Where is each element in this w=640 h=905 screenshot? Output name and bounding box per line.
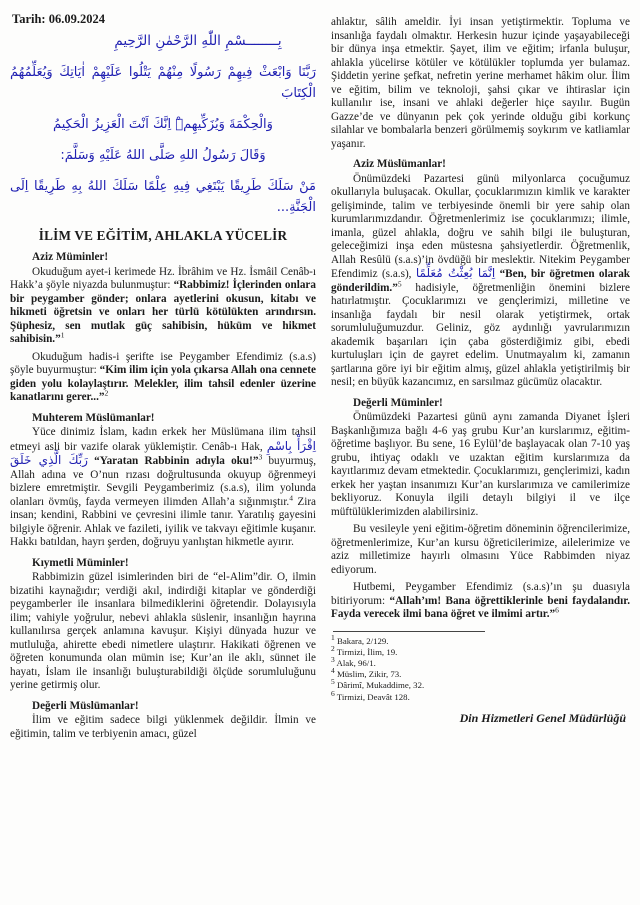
footnote-marker: 6 bbox=[555, 605, 559, 615]
footnote-text: Tirmizi, Deavât 128. bbox=[334, 691, 410, 702]
issuer-signature: Din Hizmetleri Genel Müdürlüğü bbox=[459, 710, 626, 725]
body-text: Zira insan; kendini, Rabbini ve çevresini ilimle tanır. Yaratılış gayesini bilgiyle öğrenir. Ahlak ve fazileti, iyilik ve takvayı eğitimle kuşanır. Hakkı batıldan, hayrı şerden, doğruyu yanlıştan hikmetle ayırır. bbox=[10, 495, 317, 548]
footnote bbox=[331, 654, 630, 669]
bold-quote-text: “Rabbimiz! İçlerinden onlara bir peygamber gönder; onlara ayetlerini okusun, kitabı ve hikmeti öğretsin ve onları her türlü kötülükten arındırsın. Şüphesiz, sen mutlak güç sahibisin, hüküm ve hikmet sahibisin.” bbox=[10, 279, 316, 345]
footnote-separator bbox=[333, 631, 485, 632]
section-heading: Aziz Müslümanlar! bbox=[353, 158, 446, 170]
footnote-number: 5 bbox=[331, 677, 335, 687]
paragraph bbox=[331, 411, 630, 519]
right-column bbox=[331, 0, 630, 726]
footnote-text: Dârimî, Mukaddime, 32. bbox=[334, 680, 425, 691]
footnote-marker: 1 bbox=[60, 330, 65, 340]
arabic-verse-line-1: رَبَّنَا وَابْعَثْ فِيهِمْ رَسُولًا مِنْهُمْ يَتْلُوا عَلَيْهِمْ اٰيَاتِكَ وَيُعَلِّمُهُمُ الْكِتَابَ bbox=[10, 65, 316, 101]
body-text: Bu vesileyle yeni eğitim-öğretim döneminin öğrencilerimize, öğretmenlerimize, Kur’an kursu öğreticilerimize, ailelerimize ve aziz milletimize hayırlı olmasını Yüce Rabbimden niyaz ediyorum. bbox=[331, 523, 630, 576]
footnote-text: Tirmizi, İlim, 19. bbox=[334, 646, 398, 657]
section-heading: Değerli Müminler! bbox=[353, 396, 443, 409]
inline-arabic-text: اِقْرَأْ بِاسْمِ رَبِّكَ الَّذِي خَلَقَ bbox=[10, 438, 316, 467]
body-text: Okuduğum ayet-i kerimede Hz. İbrâhim ve Hz. İsmâil Cenâb-ı Hakk’a şöyle niyazda bulunmuştur: bbox=[10, 265, 316, 291]
body-text: Hutbemi, Peygamber Efendimiz (s.a.s)’ın şu duasıyla bitiriyorum: bbox=[331, 581, 630, 607]
body-text: Yüce dinimiz İslam, kadın erkek her Müslümana ilim tahsil etmeyi asli bir vazife olarak yüklemiştir. Cenâb-ı Hak, bbox=[10, 426, 316, 453]
footnote-marker: 2 bbox=[104, 388, 109, 398]
footnote-marker: 3 bbox=[258, 452, 263, 462]
arabic-hadith-line: مَنْ سَلَكَ طَرِيقًا يَبْتَغِي فِيهِ عِلْمًا سَلَكَ اللهُ بِهِ طَرِيقًا اِلَى الْجَنَّةِ... bbox=[10, 179, 316, 215]
body-text: Okuduğum hadis-i şerifte ise Peygamber Efendimiz (s.a.s) şöyle buyurmuştur: bbox=[10, 350, 316, 376]
section-heading: Kıymetli Müminler! bbox=[32, 556, 129, 569]
paragraph bbox=[331, 173, 630, 390]
footnote-marker: 5 bbox=[397, 278, 402, 288]
paragraph bbox=[331, 16, 630, 151]
inline-arabic-text: اِنَّمَا بُعِثْتُ مُعَلِّمًا bbox=[415, 266, 496, 280]
footnote bbox=[331, 677, 630, 691]
paragraph bbox=[331, 581, 630, 622]
arabic-salawat-line: وَقَالَ رَسُولُ اللهِ صَلَّى اللهُ عَلَيْهِ وَسَلَّمَ: bbox=[60, 148, 266, 163]
bold-quote-text: “Kim ilim için yola çıkarsa Allah ona cennete giden yolu kolaylaştırır. Melekler, ilim tahsil edenler üzerine kanatlarını gerer...” bbox=[10, 364, 316, 403]
footnote-number: 6 bbox=[331, 688, 335, 698]
body-text: Önümüzdeki Pazartesi günü milyonlarca çocuğumuz okullarıyla buluşacak. Okullar, çocuklarımızın kimlik ve karakter gelişiminde, talim ve terbiyesinde önemli bir yere sahip olan kurumlarımızdandır. Öğretmenlerimiz ise çocuklarımızı; ilimle, imanla, güzel ahlakla, doğru ve sahih bilgi ile buluşturan, geleceğimizi inşa eden müstesna şahsiyetlerdir. Öğretmenlik, Allah Resûlü (s.a.s)’in övdüğü bir meslektir. Nitekim Peygamber Efendimiz (s.a.s), bbox=[331, 172, 630, 280]
body-text: İlim ve eğitim sadece bilgi yüklenmek değildir. İlmin ve eğitimin, talim ve terbiyenin amacı, güzel bbox=[10, 714, 316, 740]
footnote-number: 3 bbox=[331, 654, 335, 664]
footnote-text: Bakara, 2/129. bbox=[334, 635, 389, 646]
paragraph bbox=[10, 571, 316, 693]
footnote-number: 1 bbox=[331, 632, 335, 642]
besmele-calligraphy: بِــــــــسْمِ اللّٰهِ الرَّحْمٰنِ الرَّحِيمِ bbox=[114, 33, 282, 49]
body-text: hadisiyle, öğretmenliğin önemini bizlere hatırlatmıştır. Çocuklarımızı ve gençlerimizi, milletine ve insanlığa faydalı bir nesil olarak yetiştirmek, ortak sorumluluğumuzdur. Geliniz, göz aydınlığı yavrularımızın akademik başarıları için çaba gösterdiğimiz gibi, ebedi kurtuluşları için de gayret edelim. Unutmayalım ki, zamanın şartlarına göre iyi bir eğitim almış, güzel ahlakla yetiştirilmiş bir nesil; en büyük kazancımız, en sarsılmaz gücümüz olacaktır. bbox=[331, 281, 630, 388]
page-title: İLİM VE EĞİTİM, AHLAKLA YÜCELİR bbox=[38, 228, 288, 243]
body-text: Önümüzdeki Pazartesi günü aynı zamanda Diyanet İşleri Başkanlığımıza bağlı 4-6 yaş grubu Kur’an kurslarımız, eğitim-öğretime başlıyor. Bu sene, 16 Eylül’de başlayacak olan 7-10 yaş grubu, ihtiyaç odaklı ve uzaktan eğitim kurslarımıza da kayıtlarımız devam etmektedir. Çocuklarımızı, gençlerimizi, kadın erkek her yaştan insanımızı Kur’an kurslarımıza ve camilerimize bekliyoruz. Konuyla ilgili detaylı bilgiyi il ve ilçe müftülüklerimizden alabilirsiniz. bbox=[331, 411, 630, 518]
paragraph bbox=[331, 523, 630, 577]
paragraph bbox=[10, 426, 316, 550]
section-heading: Muhterem Müslümanlar! bbox=[32, 411, 155, 424]
arabic-verse-line-2: وَالْحِكْمَةَ وَيُزَكِّيهِمْۜ اِنَّكَ اَنْتَ الْعَزِيزُ الْحَكِيمُ bbox=[53, 117, 273, 132]
footnote bbox=[331, 688, 630, 703]
footnote bbox=[331, 666, 630, 680]
left-column bbox=[10, 0, 316, 745]
footnote-list bbox=[331, 632, 630, 703]
footnote-marker: 4 bbox=[289, 492, 293, 502]
bold-quote-text: “Allah’ım! Bana öğrettiklerinle beni faydalandır. Fayda verecek ilmi bana öğret ve ilmimi artır.” bbox=[331, 594, 630, 620]
left-column-text bbox=[10, 251, 316, 741]
footnote bbox=[331, 643, 630, 658]
body-text: buyurmuş, Allah adına ve O’nun rızası doğrultusunda okuyup öğrenmeyi bizlere emretmiştir. Sevgili Peygamberimiz (s.a.s), ilim yolunda olanları övmüş, fayda vermeyen ilimden Allah’a sığınmıştır. bbox=[10, 455, 316, 508]
date-label: Tarih: 06.09.2024 bbox=[12, 12, 105, 26]
footnote-number: 2 bbox=[331, 643, 335, 653]
section-heading: Değerli Müslümanlar! bbox=[32, 699, 139, 712]
footnote-text: Müslim, Zikir, 73. bbox=[334, 669, 402, 680]
footnote-number: 4 bbox=[331, 666, 335, 676]
paragraph bbox=[10, 714, 316, 741]
right-column-text bbox=[331, 16, 630, 622]
body-text: ahlaktır, sâlih ameldir. İyi insan yetiştirmektir. Topluma ve insanlığa faydalı olmaktır. Herkesin huzur içinde yaşayabileceği bir dünya inşa etmektir. Şayet, ilim ve eğitim; irfanla buluşur, ahlakla yücelirse kötüler ve kötülükler toplumda yer bulamaz. Şiddetin yerine şefkat, nefretin yerine merhamet hâkim olur. İlim ve eğitim, bilim ve teknoloji, şahsi çıkar ve ihtiraslar için kullanılır ise, insani ve ahlaki değerler hiçe sayılır. Bugün Gazze’de ve dünyanın pek çok yerinde olduğu gibi korkunç silahlar ve bombalarla benzeri görülmemiş soykırım ve katliamlar yaşanır. bbox=[331, 16, 630, 150]
paragraph bbox=[10, 266, 316, 347]
section-heading: Aziz Müminler! bbox=[32, 251, 109, 263]
footnote-text: Alak, 96/1. bbox=[334, 657, 376, 668]
paragraph bbox=[10, 351, 316, 405]
body-text: Rabbimizin güzel isimlerinden biri de “el-Alim”dir. O, ilmin bizatihi kaynağıdır; verdiği akıl, indirdiği kitaplar ve gönderdiği peygamberler ile insanlara bilmediklerini öğretendir. Dolayısıyla ilim; vahiyle yoğrulur, nebevi ahlakla süslenir, insanlığın hayrına kullanılırsa gerçek anlamına kavuşur. Kişiyi dünyada huzur ve mutluluğa, ahirette ebedi nimetlere ulaştırır. Hakikati öğrenen ve öğreten konumunda olan mümin ise; Kur’an ile aklı, sünnet ile hayatı, İslam ile insanlığı buluşturabildiği ölçüde sorumluluğunu yerine getirmiş olur. bbox=[10, 571, 316, 691]
bold-quote-text: “Ben, bir öğretmen olarak gönderildim.” bbox=[331, 268, 631, 294]
footnote bbox=[331, 632, 630, 647]
bold-quote-text: “Yaratan Rabbinin adıyla oku!” bbox=[94, 455, 259, 467]
